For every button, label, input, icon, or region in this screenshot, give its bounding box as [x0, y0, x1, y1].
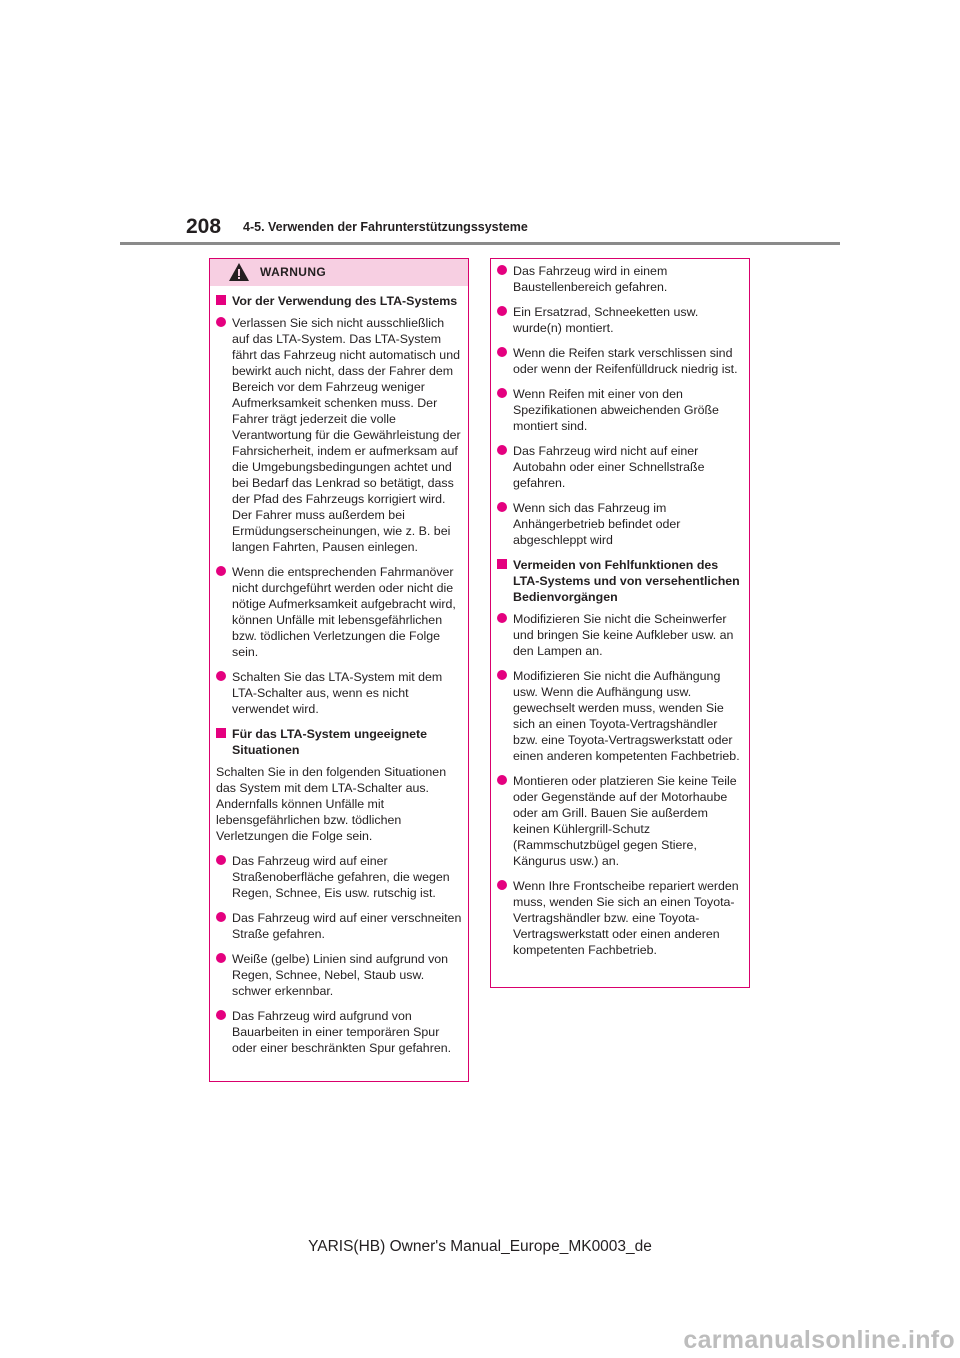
list-item: Montieren oder platzieren Sie keine Teile oder Gegenstände auf der Motorhaube oder am Grill. Bauen Sie außerdem keinen Kühlergrill-Schutz (Rammschutzbügel gegen Stiere, Kängurus usw.) an.	[497, 773, 743, 869]
warning-triangle-icon	[228, 262, 250, 282]
bullet-icon	[497, 670, 507, 680]
list-item: Wenn Reifen mit einer von den Spezifikationen abweichenden Größe montiert sind.	[497, 386, 743, 434]
list-item: Wenn die entsprechenden Fahrmanöver nicht durchgeführt werden oder nicht die nötige Aufmerksamkeit aufgebracht wird, können Unfälle mit lebensgefährlichen bzw. tödlichen Verletzungen die Folge sein.	[216, 564, 462, 660]
bullet-icon	[497, 265, 507, 275]
square-bullet-icon	[216, 728, 226, 738]
bullet-icon	[216, 855, 226, 865]
list-item: Das Fahrzeug wird in einem Baustellenbereich gefahren.	[497, 263, 743, 295]
bullet-icon	[497, 347, 507, 357]
bullet-icon	[216, 1010, 226, 1020]
warning-header	[210, 259, 468, 286]
square-bullet-icon	[497, 559, 507, 569]
section-heading: Für das LTA-System ungeeignete Situationen	[216, 726, 462, 758]
list-item: Das Fahrzeug wird nicht auf einer Autobahn oder einer Schnellstraße gefahren.	[497, 443, 743, 491]
bullet-icon	[497, 502, 507, 512]
list-item: Weiße (gelbe) Linien sind aufgrund von Regen, Schnee, Nebel, Staub usw. schwer erkennbar.	[216, 951, 462, 999]
footer-manual-id: YARIS(HB) Owner's Manual_Europe_MK0003_de	[308, 1238, 652, 1255]
list-item: Wenn sich das Fahrzeug im Anhängerbetrieb befindet oder abgeschleppt wird	[497, 500, 743, 548]
bullet-icon	[216, 953, 226, 963]
bullet-icon	[497, 775, 507, 785]
list-item: Modifizieren Sie nicht die Scheinwerfer und bringen Sie keine Aufkleber usw. an den Lampen an.	[497, 611, 743, 659]
list-item: Modifizieren Sie nicht die Aufhängung usw. Wenn die Aufhängung usw. gewechselt werden muss, wenden Sie sich an einen Toyota-Vertragshändler bzw. eine Toyota-Vertragswerkstatt oder einen anderen kompetenten Fachbetrieb.	[497, 668, 743, 764]
bullet-icon	[497, 306, 507, 316]
section-heading: Vermeiden von Fehlfunktionen des LTA-Systems und von versehentlichen Bedienvorgängen	[497, 557, 743, 605]
list-item: Ein Ersatzrad, Schneeketten usw. wurde(n) montiert.	[497, 304, 743, 336]
section-title: 4-5. Verwenden der Fahrunterstützungssysteme	[243, 220, 528, 234]
page-number: 208	[186, 215, 222, 238]
warning-label: WARNUNG	[260, 265, 327, 279]
bullet-icon	[497, 388, 507, 398]
bullet-icon	[216, 317, 226, 327]
list-item: Das Fahrzeug wird auf einer Straßenoberfläche gefahren, die wegen Regen, Schnee, Eis usw. rutschig ist.	[216, 853, 462, 901]
bullet-icon	[216, 912, 226, 922]
square-bullet-icon	[216, 295, 226, 305]
list-item: Schalten Sie das LTA-System mit dem LTA-Schalter aus, wenn es nicht verwendet wird.	[216, 669, 462, 717]
bullet-icon	[497, 613, 507, 623]
bullet-icon	[497, 445, 507, 455]
list-item: Das Fahrzeug wird auf einer verschneiten Straße gefahren.	[216, 910, 462, 942]
bullet-icon	[216, 671, 226, 681]
list-item: Wenn Ihre Frontscheibe repariert werden muss, wenden Sie sich an einen Toyota-Vertragshändler bzw. eine Toyota-Vertragswerkstatt oder einen anderen kompetenten Fachbetrieb.	[497, 878, 743, 958]
list-item: Das Fahrzeug wird aufgrund von Bauarbeiten in einer temporären Spur oder einer beschränkten Spur gefahren.	[216, 1008, 462, 1056]
header-divider	[120, 242, 840, 245]
list-item: Verlassen Sie sich nicht ausschließlich auf das LTA-System. Das LTA-System fährt das Fahrzeug nicht automatisch und bewirkt auch nicht, dass der Fahrer dem Bereich vor dem Fahrzeug weniger Aufmerksamkeit schenken muss. Der Fahrer trägt jederzeit die volle Verantwortung für die Gewährleistung der Fahrsicherheit, indem er aufmerksam auf die Umgebungsbedingungen achtet und bei Bedarf das Lenkrad so betätigt, dass der Pfad des Fahrzeugs korrigiert wird. Der Fahrer muss außerdem bei Ermüdungserscheinungen, wie z. B. bei langen Fahrten, Pausen einlegen.	[216, 315, 462, 555]
list-item: Wenn die Reifen stark verschlissen sind oder wenn der Reifenfülldruck niedrig ist.	[497, 345, 743, 377]
warning-box-right	[490, 258, 750, 988]
section-heading: Vor der Verwendung des LTA-Systems	[216, 293, 462, 309]
bullet-icon	[497, 880, 507, 890]
bullet-icon	[216, 566, 226, 576]
watermark: carmanualsonline.info	[683, 1326, 955, 1354]
warning-box-left	[209, 258, 469, 1082]
section-intro: Schalten Sie in den folgenden Situationen das System mit dem LTA-Schalter aus. Andernfalls können Unfälle mit lebensgefährlichen bzw. tödlichen Verletzungen die Folge sein.	[216, 765, 447, 843]
